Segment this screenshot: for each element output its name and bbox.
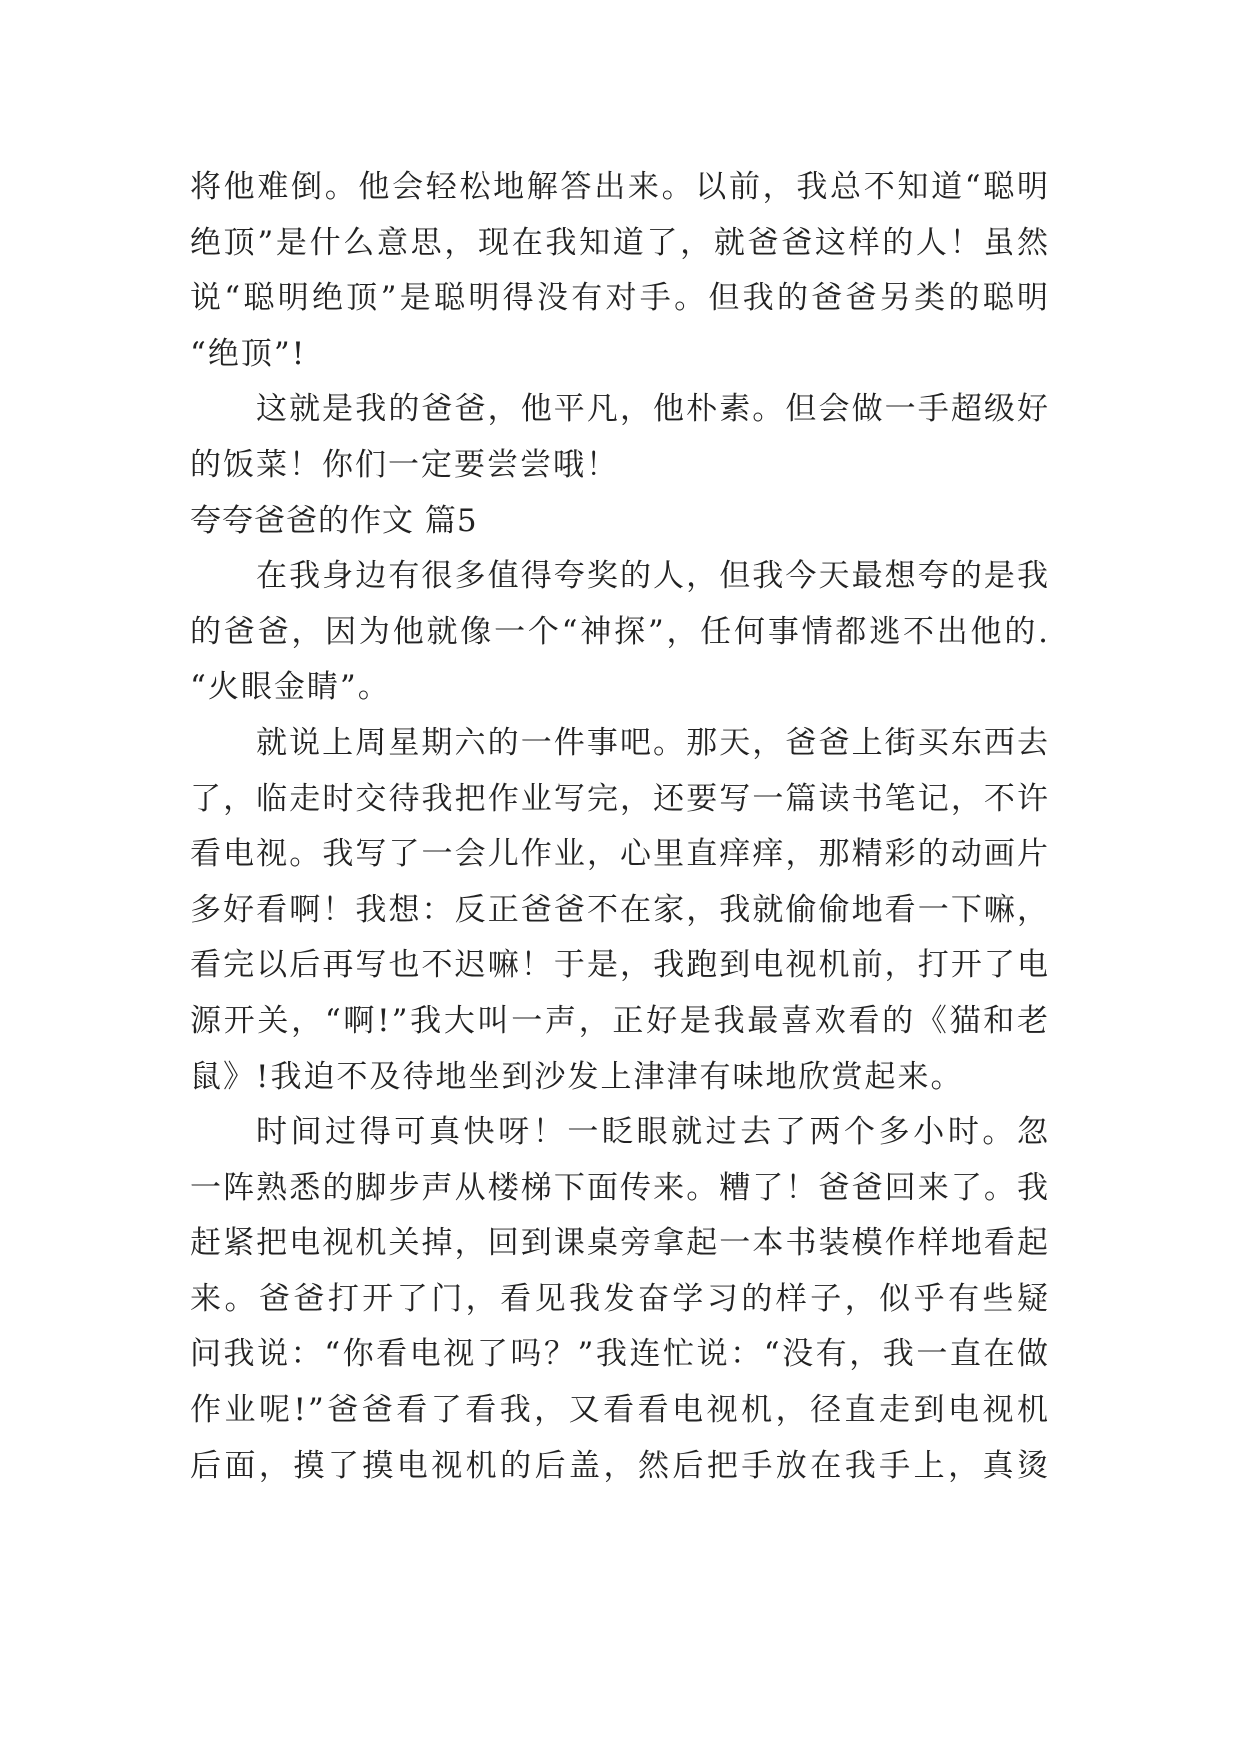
text-line: “绝顶”!	[190, 335, 307, 372]
document-body	[190, 160, 1050, 1494]
text-line: 一阵熟悉的脚步声从楼梯下面传来。糟了！爸爸回来了。我	[190, 1169, 1050, 1206]
text-line: “火眼金睛”。	[190, 669, 391, 706]
text-line: 看完以后再写也不迟嘛！于是，我跑到电视机前，打开了电	[190, 947, 1050, 984]
text-line: 的饭菜！你们一定要尝尝哦！	[190, 446, 619, 483]
text-line: 说“聪明绝顶”是聪明得没有对手。但我的爸爸另类的聪明	[190, 280, 1050, 317]
text-line: 赶紧把电视机关掉，回到课桌旁拿起一本书装模作样地看起	[190, 1225, 1050, 1262]
paragraph-first-line: 时间过得可真快呀！一眨眼就过去了两个多小时。忽	[256, 1114, 1050, 1151]
text-line: 作业呢!”爸爸看了看我，又看看电视机，径直走到电视机	[190, 1392, 1050, 1429]
text-line: 问我说：“你看电视了吗？”我连忙说：“没有，我一直在做	[190, 1336, 1050, 1373]
paragraph-first-line: 这就是我的爸爸，他平凡，他朴素。但会做一手超级好	[256, 391, 1050, 428]
text-line: 后面，摸了摸电视机的后盖，然后把手放在我手上，真烫	[190, 1447, 1050, 1484]
text-line: 将他难倒。他会轻松地解答出来。以前，我总不知道“聪明	[190, 169, 1050, 205]
text-line: 源开关，“啊!”我大叫一声，正好是我最喜欢看的《猫和老	[190, 1002, 1050, 1039]
text-line: 的爸爸，因为他就像一个“神探”，任何事情都逃不出他的.	[190, 613, 1050, 650]
text-line: 绝顶”是什么意思，现在我知道了，就爸爸这样的人！虽然	[190, 224, 1050, 261]
text-line: 来。爸爸打开了门，看见我发奋学习的样子，似乎有些疑	[190, 1280, 1050, 1317]
paragraph-first-line: 就说上周星期六的一件事吧。那天，爸爸上街买东西去	[256, 724, 1050, 761]
paragraph-first-line: 在我身边有很多值得夸奖的人，但我今天最想夸的是我	[256, 558, 1050, 595]
text-line: 了，临走时交待我把作业写完，还要写一篇读书笔记，不许	[190, 780, 1050, 817]
text-line: 鼠》!我迫不及待地坐到沙发上津津有味地欣赏起来。	[190, 1058, 964, 1095]
text-line: 看电视。我写了一会儿作业，心里直痒痒，那精彩的动画片	[190, 836, 1050, 873]
text-line: 多好看啊！我想：反正爸爸不在家，我就偷偷地看一下嘛，	[190, 891, 1050, 928]
section-heading: 夸夸爸爸的作文 篇5	[190, 502, 478, 539]
